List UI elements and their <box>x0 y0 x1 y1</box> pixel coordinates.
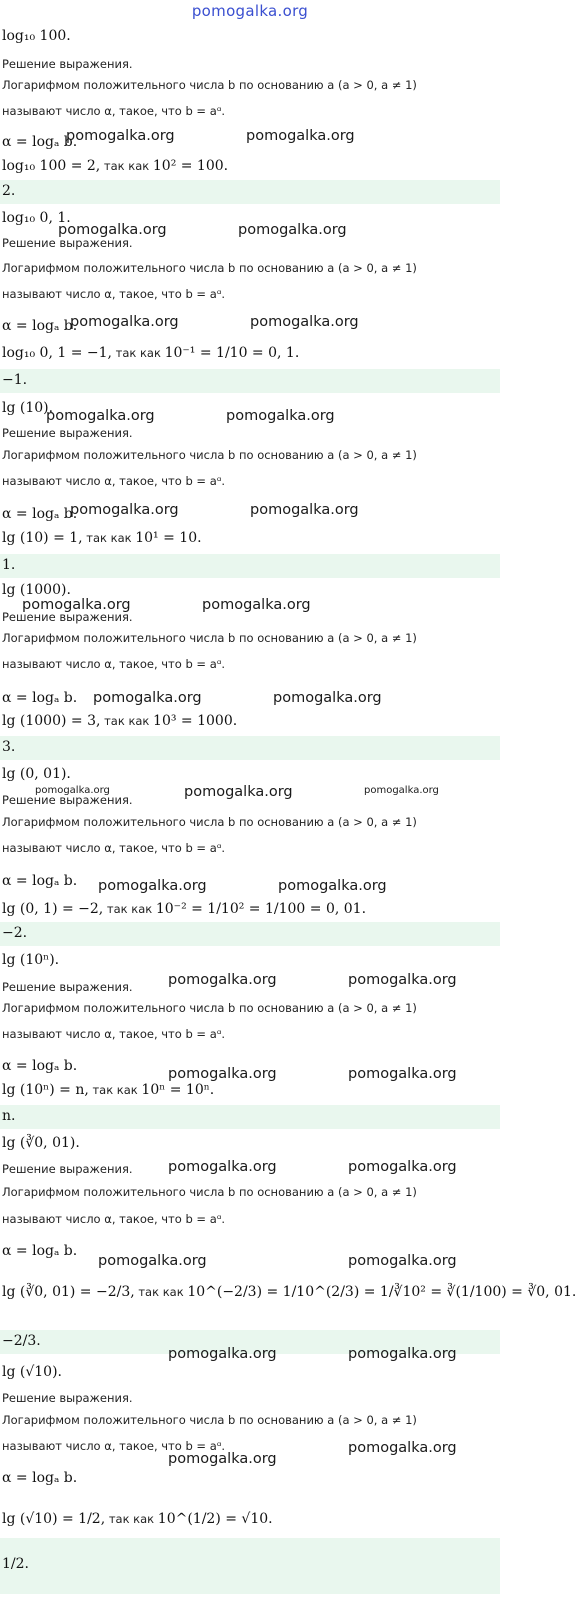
problem-5-result: lg (0, 1) = −2, так как 10⁻² = 1/10² = 1/100 = 0, 01. <box>2 901 367 917</box>
watermark: pomogalka.org <box>98 878 207 894</box>
problem-4-answer-row <box>0 736 500 760</box>
problem-3-solution-label: Решение выражения. <box>2 426 133 440</box>
problem-7-definition: Логарифмом положительного числа b по основанию a (a > 0, a ≠ 1) <box>2 1185 417 1199</box>
problem-3-expression: lg (10). <box>2 400 54 416</box>
problem-8-answer-row <box>0 1538 500 1594</box>
watermark: pomogalka.org <box>238 222 347 238</box>
watermark: pomogalka.org <box>70 314 179 330</box>
watermark: pomogalka.org <box>66 128 175 144</box>
problem-1-answer: 2. <box>2 183 16 199</box>
watermark: pomogalka.org <box>168 1066 277 1082</box>
problem-8-answer: 1/2. <box>2 1556 29 1572</box>
watermark: pomogalka.org <box>250 502 359 518</box>
problem-7-formula: α = logₐ b. <box>2 1243 78 1259</box>
watermark: pomogalka.org <box>246 128 355 144</box>
watermark: pomogalka.org <box>58 222 167 238</box>
problem-4-answer: 3. <box>2 739 16 755</box>
watermark: pomogalka.org <box>46 408 155 424</box>
problem-1-definition-2: называют число α, такое, что b = aᵅ. <box>2 104 226 118</box>
problem-5-answer: −2. <box>2 925 28 941</box>
problem-1-definition: Логарифмом положительного числа b по основанию a (a > 0, a ≠ 1) <box>2 78 417 92</box>
watermark: pomogalka.org <box>98 1253 207 1269</box>
problem-5-formula: α = logₐ b. <box>2 873 78 889</box>
problem-6-definition-2: называют число α, такое, что b = aᵅ. <box>2 1027 226 1041</box>
site-header-logo[interactable]: pomogalka.org <box>191 2 309 20</box>
watermark: pomogalka.org <box>202 597 311 613</box>
watermark: pomogalka.org <box>348 1253 457 1269</box>
problem-3-definition-2: называют число α, такое, что b = aᵅ. <box>2 474 226 488</box>
problem-8-expression: lg (√10). <box>2 1364 62 1380</box>
problem-2-definition-2: называют число α, такое, что b = aᵅ. <box>2 287 226 301</box>
problem-7-answer: −2/3. <box>2 1333 41 1349</box>
watermark: pomogalka.org <box>22 597 131 613</box>
watermark: pomogalka.org <box>348 1066 457 1082</box>
problem-8-definition: Логарифмом положительного числа b по основанию a (a > 0, a ≠ 1) <box>2 1413 417 1427</box>
watermark: pomogalka.org <box>273 690 382 706</box>
problem-5-answer-row <box>0 922 500 946</box>
watermark: pomogalka.org <box>226 408 335 424</box>
problem-6-answer: n. <box>2 1108 16 1124</box>
problem-4-formula: α = logₐ b. <box>2 690 78 706</box>
problem-4-solution-label: Решение выражения. <box>2 610 133 624</box>
watermark: pomogalka.org <box>348 1159 457 1175</box>
problem-6-solution-label: Решение выражения. <box>2 980 133 994</box>
problem-5-expression: lg (0, 01). <box>2 766 71 782</box>
problem-6-expression: lg (10ⁿ). <box>2 952 60 968</box>
problem-4-definition-2: называют число α, такое, что b = aᵅ. <box>2 657 226 671</box>
problem-5-solution-label: Решение выражения. <box>2 793 133 807</box>
problem-2-solution-label: Решение выражения. <box>2 236 133 250</box>
problem-8-formula: α = logₐ b. <box>2 1470 78 1486</box>
watermark: pomogalka.org <box>278 878 387 894</box>
problem-7-solution-label: Решение выражения. <box>2 1162 133 1176</box>
problem-7-expression: lg (∛0, 01). <box>2 1135 80 1151</box>
watermark: pomogalka.org <box>348 972 457 988</box>
problem-8-definition-2: называют число α, такое, что b = aᵅ. <box>2 1439 226 1453</box>
problem-7-result: lg (∛0, 01) = −2/3, так как 10^(−2/3) = 1/10^(2/3) = 1/∛10² = ∛(1/100) = ∛0, 01. <box>2 1284 576 1300</box>
problem-2-answer-row <box>0 369 500 393</box>
problem-5-definition: Логарифмом положительного числа b по основанию a (a > 0, a ≠ 1) <box>2 815 417 829</box>
problem-5-definition-2: называют число α, такое, что b = aᵅ. <box>2 841 226 855</box>
problem-8-result: lg (√10) = 1/2, так как 10^(1/2) = √10. <box>2 1511 273 1527</box>
watermark: pomogalka.org <box>93 690 202 706</box>
problem-6-answer-row <box>0 1105 500 1129</box>
watermark: pomogalka.org <box>250 314 359 330</box>
problem-1-solution-label: Решение выражения. <box>2 57 133 71</box>
watermark: pomogalka.org <box>348 1440 457 1456</box>
problem-3-result: lg (10) = 1, так как 10¹ = 10. <box>2 530 202 546</box>
watermark: pomogalka.org <box>168 1346 277 1362</box>
problem-6-definition: Логарифмом положительного числа b по основанию a (a > 0, a ≠ 1) <box>2 1001 417 1015</box>
watermark: pomogalka.org <box>364 785 439 796</box>
problem-2-definition: Логарифмом положительного числа b по основанию a (a > 0, a ≠ 1) <box>2 261 417 275</box>
problem-4-result: lg (1000) = 3, так как 10³ = 1000. <box>2 713 238 729</box>
watermark: pomogalka.org <box>348 1346 457 1362</box>
watermark: pomogalka.org <box>168 972 277 988</box>
problem-6-result: lg (10ⁿ) = n, так как 10ⁿ = 10ⁿ. <box>2 1082 215 1098</box>
problem-1-answer-row <box>0 180 500 204</box>
problem-7-definition-2: называют число α, такое, что b = aᵅ. <box>2 1212 226 1226</box>
problem-2-expression: log₁₀ 0, 1. <box>2 210 71 226</box>
problem-3-answer: 1. <box>2 557 16 573</box>
watermark: pomogalka.org <box>168 1451 277 1467</box>
watermark: pomogalka.org <box>70 502 179 518</box>
problem-4-definition: Логарифмом положительного числа b по основанию a (a > 0, a ≠ 1) <box>2 631 417 645</box>
watermark: pomogalka.org <box>35 785 110 796</box>
problem-2-formula: α = logₐ b. <box>2 318 78 334</box>
problem-1-formula: α = logₐ b. <box>2 134 78 150</box>
problem-3-formula: α = logₐ b. <box>2 506 78 522</box>
problem-2-result: log₁₀ 0, 1 = −1, так как 10⁻¹ = 1/10 = 0, 1. <box>2 345 300 361</box>
watermark: pomogalka.org <box>184 784 293 800</box>
problem-4-expression: lg (1000). <box>2 582 71 598</box>
problem-1-expression: log₁₀ 100. <box>2 28 71 44</box>
problem-2-answer: −1. <box>2 372 28 388</box>
problem-6-formula: α = logₐ b. <box>2 1058 78 1074</box>
problem-8-solution-label: Решение выражения. <box>2 1391 133 1405</box>
problem-1-result: log₁₀ 100 = 2, так как 10² = 100. <box>2 158 229 174</box>
problem-3-definition: Логарифмом положительного числа b по основанию a (a > 0, a ≠ 1) <box>2 448 417 462</box>
problem-3-answer-row <box>0 554 500 578</box>
watermark: pomogalka.org <box>168 1159 277 1175</box>
